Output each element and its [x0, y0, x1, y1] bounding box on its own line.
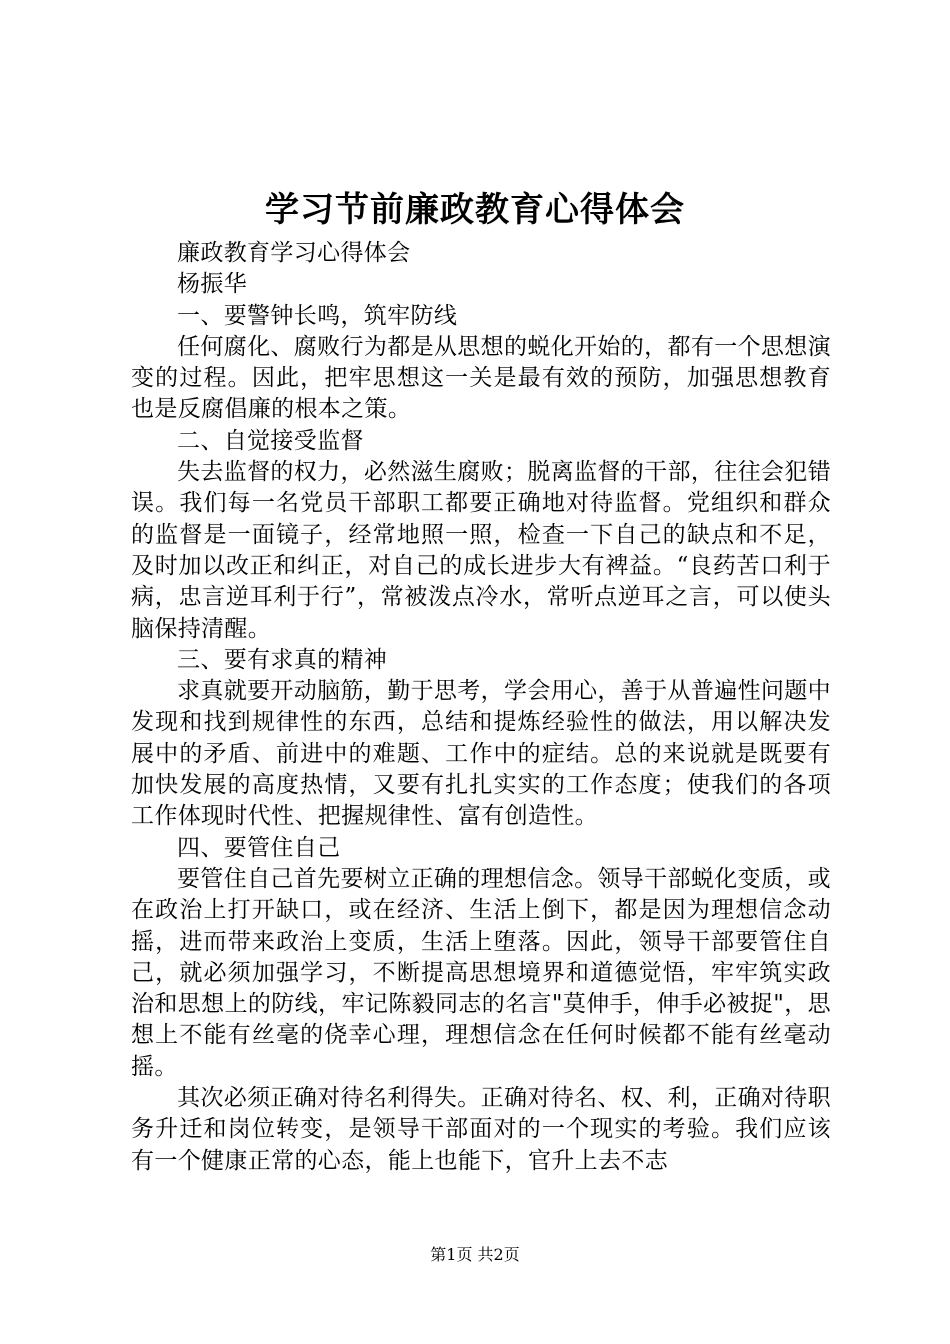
section-heading-1: 一、要警钟长鸣，筑牢防线 [177, 302, 458, 329]
paragraph-2: 失去监督的权力，必然滋生腐败；脱离监督的干部，往往会犯错误。我们每一名党员干部职工都要正确地对待监督。党组织和群众的监督是一面镜子，经常地照一照，检查一下自己的缺点和不足，及时加以改正和纠正，对自己的成长进步大有裨益。“良药苦口利于病，忠言逆耳利于行”，常被泼点冷水，常听点逆耳之言，可以使头脑保持清醒。 [131, 459, 831, 642]
page-footer: 第1页 共2页 [430, 1245, 520, 1264]
section-heading-4: 四、要管住自己 [177, 834, 341, 861]
paragraph-3: 求真就要开动脑筋，勤于思考，学会用心，善于从普遍性问题中发现和找到规律性的东西，总结和提炼经验性的做法，用以解决发展中的矛盾、前进中的难题、工作中的症结。总的来说就是既要有加快发展的高度热情，又要有扎扎实实的工作态度；使我们的各项工作体现时代性、把握规律性、富有创造性。 [131, 678, 831, 830]
paragraph-1: 任何腐化、腐败行为都是从思想的蜕化开始的，都有一个思想演变的过程。因此，把牢思想这一关是最有效的预防，加强思想教育也是反腐倡廉的根本之策。 [131, 333, 831, 423]
paragraph-author: 杨振华 [177, 271, 248, 298]
document-body [131, 238, 831, 1177]
paragraph-4: 要管住自己首先要树立正确的理想信念。领导干部蜕化变质，或在政治上打开缺口，或在经济、生活上倒下，都是因为理想信念动摇，进而带来政治上变质，生活上堕落。因此，领导干部要管住自己，就必须加强学习，不断提高思想境界和道德觉悟，牢牢筑实政治和思想上的防线，牢记陈毅同志的名言"莫伸手，伸手必被捉"，思想上不能有丝毫的侥幸心理，理想信念在任何时候都不能有丝毫动摇。 [131, 865, 831, 1080]
document-title: 学习节前廉政教育心得体会 [265, 190, 685, 230]
paragraph-subtitle: 廉政教育学习心得体会 [177, 240, 411, 266]
section-heading-2: 二、自觉接受监督 [177, 427, 364, 454]
paragraph-5: 其次必须正确对待名利得失。正确对待名、权、利，正确对待职务升迁和岗位转变，是领导干部面对的一个现实的考验。我们应该有一个健康正常的心态，能上也能下，官升上去不志 [131, 1085, 831, 1174]
section-heading-3: 三、要有求真的精神 [177, 646, 388, 673]
